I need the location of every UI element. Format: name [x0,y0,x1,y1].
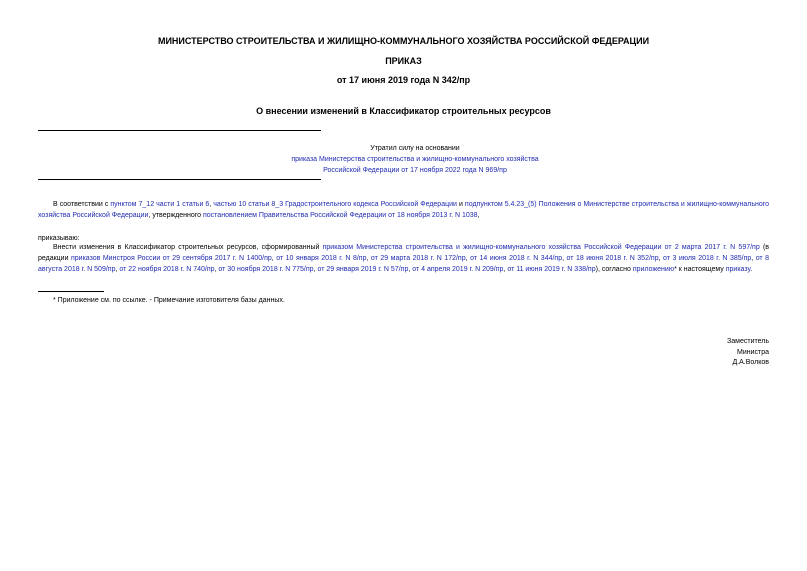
order-link[interactable]: от 3 июля 2018 г. N 385/пр [663,255,752,262]
order-link[interactable]: от 11 июня 2019 г. N 338/пр [507,266,596,273]
document-type: ПРИКАЗ [385,56,422,66]
ministry-heading: МИНИСТЕРСТВО СТРОИТЕЛЬСТВА И ЖИЛИЩНО-КОММУНАЛЬНОГО ХОЗЯЙСТВА РОССИЙСКОЙ ФЕДЕРАЦИИ [157,36,650,46]
footnote: * Приложение см. по ссылке. - Примечание изготовителя базы данных. [53,297,285,304]
status-notice [200,143,630,176]
order-paragraph: Внести изменения в Классификатор строительных ресурсов, сформированный приказом Министерства строительства и жилищно-коммунального хозяйства Российской Федерации от 2 марта 2017 г. N 597/пр (в редакции приказов Минстроя России от 29 сентября 2017 г. N 1400/пр, от 10 января 2018 г. N 8/пр, от 29 марта 2018 г. N 172/пр, от 14 июня 2018 г. N 344/пр, от 18 июня 2018 г. N 352/пр, от 3 июля 2018 г. N 385/пр, от 8 августа 2018 г. N 509/пр, от 22 ноября 2018 г. N 740/пр, от 30 ноября 2018 г. N 775/пр, от 29 января 2019 г. N 57/пр, от 4 апреля 2019 г. N 209/пр, от 11 июня 2019 г. N 338/пр), согласно приложению* к настоящему приказу. [38,244,770,273]
order-link[interactable]: от 29 марта 2018 г. N 172/пр [370,255,466,262]
order-link[interactable]: от 29 января 2019 г. N 57/пр [317,266,409,273]
order-link[interactable]: от 4 апреля 2019 г. N 209/пр [412,266,504,273]
signature-position: Заместитель [727,338,769,345]
order-link[interactable]: от 30 ноября 2018 г. N 775/пр [218,266,314,273]
footnote-divider [38,291,104,292]
document-date-number: от 17 июня 2019 года N 342/пр [336,75,471,85]
order-link[interactable]: от 10 января 2018 г. N 8/пр [276,255,367,262]
signature-name: Д.А.Волков [732,359,769,366]
law-link[interactable]: постановлением Правительства Российской Федерации от 18 ноября 2013 г. N 1038 [203,212,478,219]
divider-top [38,130,321,131]
law-link[interactable]: частью 10 статьи 8_3 Градостроительного кодекса Российской Федерации [213,201,457,208]
divider-bottom [38,179,321,180]
preamble-text: В соответствии с [53,201,111,208]
order-word: приказываю: [38,235,80,242]
law-link[interactable]: подпунктом 5.4.23_(5) Положения о Министерстве строительства и жилищно-коммунального хозяйства Российской Федерации [38,201,770,219]
order-link[interactable]: от 22 ноября 2018 г. N 740/пр [119,266,215,273]
law-link[interactable]: пунктом 7_12 части 1 статьи 6 [110,201,210,208]
order-self-link[interactable]: приказу [725,266,751,273]
notice-link-line1[interactable]: приказа Министерства строительства и жилищно-коммунального хозяйства [291,156,539,163]
signature-position-2: Министра [736,348,769,356]
preamble-paragraph: В соответствии с пунктом 7_12 части 1 статьи 6, частью 10 статьи 8_3 Градостроительного кодекса Российской Федерации и подпунктом 5.4.23_(5) Положения о Министерстве строительства и жилищно-коммунального хозяйства Российской Федерации, утвержденного постановлением Правительства Российской Федерации от 18 ноября 2013 г. N 1038, [38,201,770,219]
document-subject: О внесении изменений в Классификатор строительных ресурсов [256,106,551,116]
notice-text: Утратил силу на основании [370,145,460,152]
notice-link-line2[interactable]: Российской Федерации от 17 ноября 2022 года N 969/пр [323,167,507,174]
order-link[interactable]: приказом Министерства строительства и жилищно-коммунального хозяйства Российской Федерации от 2 марта 2017 г. N 597/пр [322,244,760,251]
order-link[interactable]: от 14 июня 2018 г. N 344/пр [470,255,563,262]
order-link[interactable]: от 8 августа 2018 г. N 509/пр [38,255,770,273]
order-link[interactable]: от 18 июня 2018 г. N 352/пр [566,255,659,262]
order-link[interactable]: приказов Минстроя России от 29 сентября 2017 г. N 1400/пр [71,255,272,262]
signature-block [727,337,769,369]
appendix-link[interactable]: приложению [632,266,675,273]
